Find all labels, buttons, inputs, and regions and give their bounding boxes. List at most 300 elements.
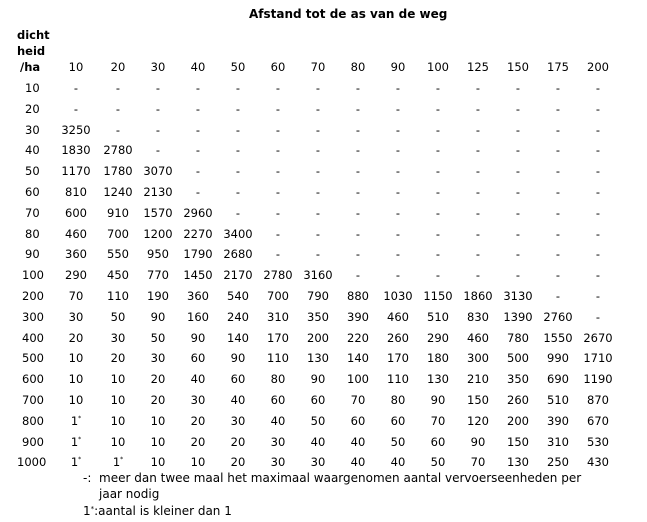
table-cell: - (315, 81, 321, 95)
table-cell: 40 (230, 393, 246, 407)
column-header: 100 (427, 60, 449, 74)
table-cell: 950 (147, 247, 169, 262)
column-header: 175 (547, 60, 569, 74)
table-cell: 1790 (183, 247, 213, 262)
legend-dash-symbol: -: (83, 471, 92, 485)
column-header: 20 (110, 60, 126, 74)
table-cell: 140 (347, 351, 369, 366)
table-cell: - (315, 143, 321, 158)
table-cell: - (155, 101, 161, 116)
table-cell: - (515, 247, 521, 262)
table-cell: 60 (350, 413, 366, 428)
table-cell: 530 (587, 434, 609, 449)
table-cell: 300 (467, 351, 489, 366)
table-cell: 10 (150, 455, 166, 470)
table-cell: 70 (430, 413, 446, 428)
table-cell: 1550 (543, 330, 573, 345)
table-cell: - (195, 185, 201, 199)
table-cell: 20 (110, 351, 126, 366)
table-cell: 1* (70, 434, 82, 449)
table-cell: - (275, 226, 281, 241)
row-label: 200 (22, 289, 44, 303)
table-cell: - (395, 185, 401, 199)
table-cell: - (275, 81, 281, 95)
table-cell: 120 (467, 413, 489, 428)
table-cell: 30 (270, 455, 286, 470)
table-cell: 90 (150, 309, 166, 324)
table-cell: 10 (190, 455, 206, 470)
table-cell: 10 (150, 434, 166, 449)
column-header: 125 (467, 60, 489, 74)
table-cell: 1170 (61, 164, 91, 179)
table-cell: - (435, 247, 441, 262)
table-cell: - (435, 268, 441, 283)
table-cell: 240 (227, 309, 249, 324)
table-cell: 910 (107, 205, 129, 220)
table-cell: - (315, 226, 321, 241)
table-cell: 60 (390, 413, 406, 428)
table-cell: 220 (347, 330, 369, 345)
table-cell: 90 (470, 434, 486, 449)
table-cell: - (275, 185, 281, 199)
table-cell: - (595, 81, 601, 95)
table-cell: - (355, 268, 361, 283)
table-cell: - (435, 164, 441, 179)
table-cell: 2960 (183, 205, 213, 220)
table-cell: 540 (227, 289, 249, 303)
table-cell: 670 (587, 413, 609, 428)
table-cell: 1780 (103, 164, 133, 179)
table-cell: - (475, 164, 481, 179)
table-cell: - (395, 268, 401, 283)
table-cell: 130 (427, 372, 449, 387)
table-cell: 80 (270, 372, 286, 387)
row-label: 90 (25, 247, 40, 262)
table-cell: - (595, 143, 601, 158)
table-cell: - (475, 101, 481, 116)
table-cell: - (555, 185, 561, 199)
table-cell: - (555, 143, 561, 158)
table-cell: - (315, 247, 321, 262)
legend-dash (83, 470, 581, 486)
table-cell: 40 (310, 434, 326, 449)
table-cell: 30 (310, 455, 326, 470)
table-cell: 510 (427, 309, 449, 324)
table-cell: 40 (390, 455, 406, 470)
row-label: 300 (22, 309, 44, 324)
table-cell: 30 (230, 413, 246, 428)
table-cell: 60 (230, 372, 246, 387)
table-cell: - (155, 81, 161, 95)
table-cell: 80 (390, 393, 406, 407)
table-cell: 110 (387, 372, 409, 387)
table-cell: 600 (65, 205, 87, 220)
table-cell: 260 (507, 393, 529, 407)
table-cell: 350 (507, 372, 529, 387)
table-cell: 20 (230, 434, 246, 449)
table-cell: 350 (307, 309, 329, 324)
table-cell: 1570 (143, 205, 173, 220)
table-cell: 880 (347, 289, 369, 303)
table-cell: - (435, 226, 441, 241)
table-cell: - (155, 143, 161, 158)
table-cell: 30 (190, 393, 206, 407)
column-header: 150 (507, 60, 529, 74)
table-cell: - (555, 268, 561, 283)
table-cell: 10 (110, 372, 126, 387)
row-label: 60 (25, 185, 40, 199)
table-cell: 1830 (61, 143, 91, 158)
table-cell: 2780 (263, 268, 293, 283)
table-cell: - (555, 122, 561, 137)
table-cell: - (195, 143, 201, 158)
table-cell: 2680 (223, 247, 253, 262)
table-cell: 40 (350, 434, 366, 449)
legend-dash-text-2: jaar nodig (99, 487, 160, 501)
row-label: 700 (22, 393, 44, 407)
table-cell: 140 (227, 330, 249, 345)
row-label: 40 (25, 143, 40, 158)
table-cell: 460 (387, 309, 409, 324)
table-cell: - (195, 101, 201, 116)
table-cell: - (315, 101, 321, 116)
table-cell: 30 (68, 309, 84, 324)
table-cell: - (515, 143, 521, 158)
table-cell: 10 (68, 393, 84, 407)
table-cell: 170 (267, 330, 289, 345)
table-cell: 450 (107, 268, 129, 283)
column-header: 40 (190, 60, 206, 74)
table-cell: - (475, 226, 481, 241)
table-cell: 150 (507, 434, 529, 449)
table-cell: 3070 (143, 164, 173, 179)
table-cell: - (475, 143, 481, 158)
column-header: 90 (390, 60, 406, 74)
legend-star-mark: * (90, 505, 95, 513)
table-cell: 3250 (61, 122, 91, 137)
table-cell: 2760 (543, 309, 573, 324)
legend-dash-cont (99, 486, 159, 502)
table-cell: 3130 (503, 289, 533, 303)
table-cell: 30 (150, 351, 166, 366)
table-cell: 500 (507, 351, 529, 366)
table-cell: 30 (270, 434, 286, 449)
table-cell: - (355, 143, 361, 158)
row-label: 20 (25, 101, 40, 116)
table-cell: - (395, 205, 401, 220)
table-cell: 1030 (383, 289, 413, 303)
table-cell: 20 (230, 455, 246, 470)
table-cell: 1190 (583, 372, 613, 387)
table-cell: - (515, 164, 521, 179)
table-cell: 290 (427, 330, 449, 345)
table-cell: - (275, 164, 281, 179)
table-cell: - (235, 101, 241, 116)
table-cell: 390 (547, 413, 569, 428)
column-header: 30 (150, 60, 166, 74)
table-cell: - (355, 81, 361, 95)
table-cell: 3160 (303, 268, 333, 283)
table-cell: 460 (467, 330, 489, 345)
table-cell: - (395, 122, 401, 137)
table-cell: 20 (68, 330, 84, 345)
column-header: 80 (350, 60, 366, 74)
row-label: 80 (25, 226, 40, 241)
table-cell: 260 (387, 330, 409, 345)
table-cell: - (595, 101, 601, 116)
table-cell: - (435, 143, 441, 158)
table-cell: 700 (107, 226, 129, 241)
table-cell: 290 (65, 268, 87, 283)
table-cell: - (475, 122, 481, 137)
column-header: 10 (68, 60, 84, 74)
table-cell: 20 (150, 393, 166, 407)
column-header: 200 (587, 60, 609, 74)
table-cell: - (115, 101, 121, 116)
table-cell: 70 (350, 393, 366, 407)
table-cell: 10 (110, 413, 126, 428)
table-cell: 30 (110, 330, 126, 345)
table-cell: 2670 (583, 330, 613, 345)
row-label: 100 (22, 268, 44, 283)
table-cell: 130 (507, 455, 529, 470)
table-cell: 1860 (463, 289, 493, 303)
table-cell: 160 (187, 309, 209, 324)
table-cell: 70 (68, 289, 84, 303)
row-header-line: dicht (17, 28, 50, 42)
table-cell: - (515, 122, 521, 137)
table-cell: 20 (190, 413, 206, 428)
table-cell: 870 (587, 393, 609, 407)
table-cell: - (515, 185, 521, 199)
table-cell: - (475, 205, 481, 220)
table-cell: - (395, 247, 401, 262)
table-cell: 1200 (143, 226, 173, 241)
table-cell: 10 (110, 393, 126, 407)
row-label: 50 (25, 164, 40, 179)
table-cell: 1150 (423, 289, 453, 303)
table-cell: - (595, 226, 601, 241)
table-cell: 10 (68, 372, 84, 387)
table-cell: - (315, 164, 321, 179)
table-cell: 40 (270, 413, 286, 428)
table-cell: 1390 (503, 309, 533, 324)
table-cell: - (275, 143, 281, 158)
table-cell: 360 (65, 247, 87, 262)
table-cell: 50 (430, 455, 446, 470)
table-cell: - (595, 309, 601, 324)
column-header: 70 (310, 60, 326, 74)
table-cell: - (515, 205, 521, 220)
legend-star-text: :aantal is kleiner dan 1 (94, 504, 232, 518)
table-cell: 40 (190, 372, 206, 387)
table-cell: - (355, 226, 361, 241)
table-cell: - (235, 122, 241, 137)
table-cell: - (595, 164, 601, 179)
table-cell: 70 (470, 455, 486, 470)
table-cell: 790 (307, 289, 329, 303)
column-header: 50 (230, 60, 246, 74)
table-cell: - (515, 81, 521, 95)
table-cell: 60 (430, 434, 446, 449)
row-label: 500 (22, 351, 44, 366)
table-cell: 190 (147, 289, 169, 303)
table-cell: - (595, 122, 601, 137)
table-cell: - (435, 101, 441, 116)
table-cell: 50 (150, 330, 166, 345)
table-cell: - (555, 247, 561, 262)
table-cell: 360 (187, 289, 209, 303)
table-cell: - (475, 185, 481, 199)
row-header-line: heid (17, 44, 46, 58)
table-cell: - (73, 101, 79, 116)
table-cell: - (435, 81, 441, 95)
table-cell: - (355, 164, 361, 179)
table-cell: 390 (347, 309, 369, 324)
row-label: 70 (25, 205, 40, 220)
table-cell: - (275, 101, 281, 116)
table-cell: 50 (310, 413, 326, 428)
table-cell: - (395, 164, 401, 179)
table-cell: 10 (68, 351, 84, 366)
table-cell: - (475, 268, 481, 283)
table-cell: 90 (190, 330, 206, 345)
table-cell: 90 (430, 393, 446, 407)
table-cell: 690 (547, 372, 569, 387)
table-title: Afstand tot de as van de weg (249, 7, 448, 21)
table-cell: 770 (147, 268, 169, 283)
table-cell: - (595, 268, 601, 283)
table-cell: 430 (587, 455, 609, 470)
table-cell: 2270 (183, 226, 213, 241)
table-cell: - (555, 164, 561, 179)
table-cell: - (515, 268, 521, 283)
table-cell: 130 (307, 351, 329, 366)
table-cell: 60 (310, 393, 326, 407)
table-cell: 10 (110, 434, 126, 449)
table-cell: 20 (190, 434, 206, 449)
table-cell: - (275, 122, 281, 137)
table-cell: 10 (150, 413, 166, 428)
table-cell: 20 (150, 372, 166, 387)
table-cell: - (195, 164, 201, 179)
row-label: 30 (25, 122, 40, 137)
table-cell: - (195, 122, 201, 137)
table-cell: 100 (347, 372, 369, 387)
table-cell: 40 (350, 455, 366, 470)
table-cell: 90 (310, 372, 326, 387)
table-cell: - (555, 226, 561, 241)
table-cell: - (395, 226, 401, 241)
row-label: 1000 (17, 455, 47, 470)
legend-star (83, 503, 232, 519)
table-cell: - (275, 205, 281, 220)
table-cell: - (595, 185, 601, 199)
table-cell: 60 (270, 393, 286, 407)
table-cell: - (555, 205, 561, 220)
table-cell: - (595, 247, 601, 262)
table-cell: 1710 (583, 351, 613, 366)
table-cell: - (355, 247, 361, 262)
table-cell: - (435, 205, 441, 220)
table-cell: 1* (112, 455, 124, 470)
table-cell: 170 (387, 351, 409, 366)
table-cell: 210 (467, 372, 489, 387)
table-cell: 50 (390, 434, 406, 449)
table-cell: 3400 (223, 226, 253, 241)
table-cell: - (315, 185, 321, 199)
table-cell: 180 (427, 351, 449, 366)
table-cell: 150 (467, 393, 489, 407)
table-cell: 1* (70, 455, 82, 470)
table-cell: - (435, 185, 441, 199)
table-cell: - (115, 122, 121, 137)
table-cell: - (315, 205, 321, 220)
table-cell: - (235, 81, 241, 95)
table-cell: - (435, 122, 441, 137)
row-label: 10 (25, 81, 40, 95)
table-cell: 2170 (223, 268, 253, 283)
row-label: 800 (22, 413, 44, 428)
row-label: 400 (22, 330, 44, 345)
table-cell: 250 (547, 455, 569, 470)
table-cell: 90 (230, 351, 246, 366)
table-cell: 310 (267, 309, 289, 324)
table-cell: - (475, 247, 481, 262)
table-cell: - (235, 185, 241, 199)
table-cell: - (155, 122, 161, 137)
table-cell: - (275, 247, 281, 262)
table-cell: 550 (107, 247, 129, 262)
table-cell: 200 (307, 330, 329, 345)
table-cell: 1240 (103, 185, 133, 199)
table-cell: 510 (547, 393, 569, 407)
table-cell: - (515, 101, 521, 116)
table-cell: - (235, 164, 241, 179)
table-cell: 200 (507, 413, 529, 428)
table-cell: - (355, 122, 361, 137)
table-cell: - (395, 81, 401, 95)
table-cell: - (195, 81, 201, 95)
table-cell: - (555, 289, 561, 303)
table-cell: 2130 (143, 185, 173, 199)
table-cell: - (235, 143, 241, 158)
row-header-line: /ha (20, 60, 41, 74)
table-cell: 60 (190, 351, 206, 366)
table-cell: - (355, 101, 361, 116)
table-cell: 460 (65, 226, 87, 241)
table-cell: 2780 (103, 143, 133, 158)
table-cell: 110 (107, 289, 129, 303)
table-cell: 1450 (183, 268, 213, 283)
table-cell: - (73, 81, 79, 95)
column-header: 60 (270, 60, 286, 74)
table-cell: - (595, 205, 601, 220)
table-cell: - (555, 101, 561, 116)
table-cell: - (115, 81, 121, 95)
row-label: 600 (22, 372, 44, 387)
table-cell: - (235, 205, 241, 220)
legend-star-symbol: 1 (83, 504, 91, 518)
table-cell: 50 (110, 309, 126, 324)
table-cell: - (595, 289, 601, 303)
table-cell: 990 (547, 351, 569, 366)
table-cell: - (475, 81, 481, 95)
table-cell: 700 (267, 289, 289, 303)
table-cell: - (355, 185, 361, 199)
table-cell: - (515, 226, 521, 241)
table-cell: - (395, 143, 401, 158)
